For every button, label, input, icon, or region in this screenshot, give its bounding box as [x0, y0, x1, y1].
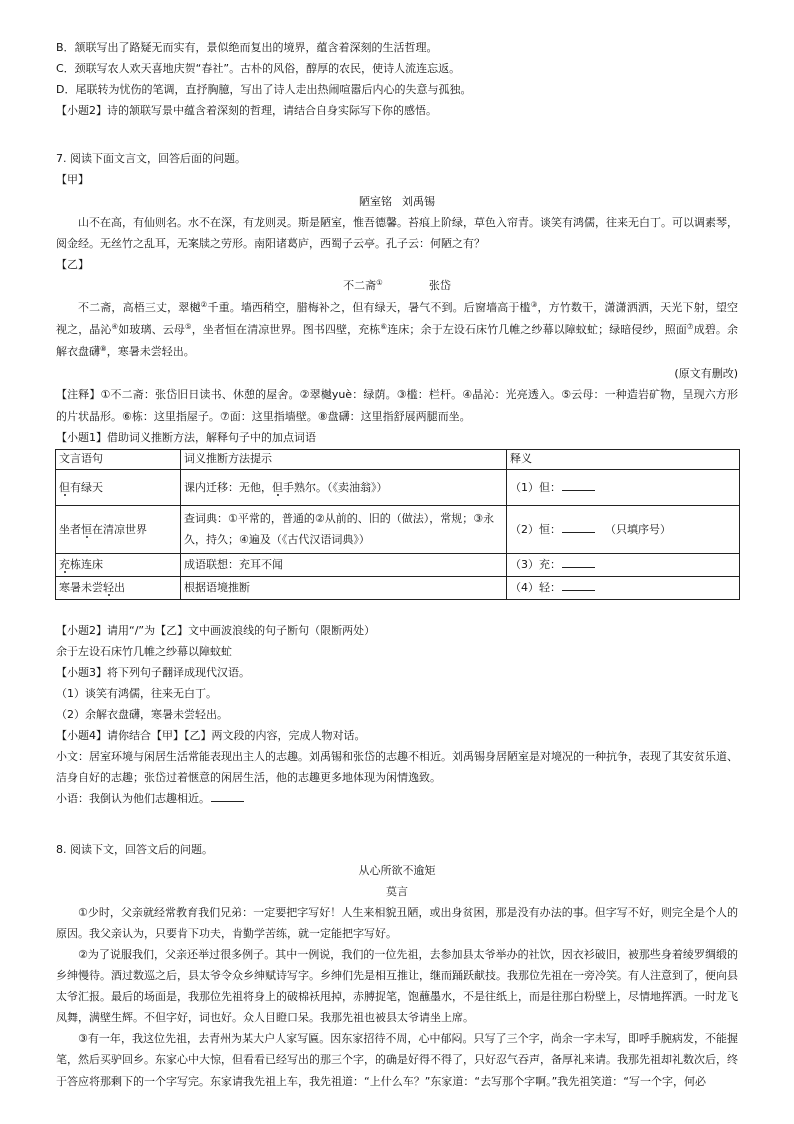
subquestion-2-sentence: 余于左设石床竹几帷之纱幕以障蚊虻 [56, 644, 232, 658]
passage-body-yi [56, 297, 738, 363]
document-page [56, 0, 738, 1092]
author-name: 刘禹锡 [402, 194, 435, 208]
text-segment: 手熟尔。（《卖油翁》） [283, 480, 388, 494]
text-segment: 课内迁移：无他， [184, 480, 272, 494]
answer-blank [211, 792, 244, 803]
article-author: 莫言 [386, 884, 408, 898]
passage-body-jia: 山不在高，有仙则名。水不在深，有龙则灵。斯是陋室，惟吾德馨。苔痕上阶绿，草色入帘青。谈笑有鸿儒，往来无白丁。可以调素琴，阅金经。无丝竹之乱耳，无案牍之劳形。南阳诸葛庐，西蜀子云亭。孔子云：何陋之有？ [56, 215, 738, 250]
dialogue-xiaoyu [56, 788, 738, 809]
emphasized-word: 但 [272, 480, 283, 494]
word-meaning-table [55, 449, 740, 600]
table-header-row [56, 449, 740, 469]
answer-blank [562, 557, 595, 568]
article-paragraph: ②为了说服我们，父亲还举过很多例子。其中一例说，我们的一位先祖，去参加县太爷举办的社饮，因衣衫破旧，被那些身着绫罗绸缎的乡绅慢待。酒过数巡之后，县太爷令众乡绅赋诗写字。乡绅们先是相互推让，继而踊跃献技。我那位先祖在一旁冷笑。有人注意到了，便向县太爷汇报。最后的场面是，我那位先祖将身上的破棉袄甩掉，赤膊捉笔，饱蘸墨水，不是往纸上，而是往那白粉壁上，尽情地挥洒。一时龙飞凤舞，满壁生辉。不但字好，词也好。众人目瞪口呆。我那先祖也被县太爷请坐上席。 [56, 948, 738, 1025]
text-segment: ，坐者恒在清凉世界。图书四壁，充栋 [191, 323, 381, 337]
footnote-marker: ⑦ [686, 322, 694, 332]
question-6-tail [56, 37, 738, 121]
footnote-marker: ⑤ [184, 322, 192, 332]
emphasized-word: 恒 [81, 522, 92, 536]
answer-label: （2）恒： [510, 522, 561, 536]
answer-blank [562, 480, 595, 491]
sentence-cell [56, 469, 181, 505]
text-segment: 连床；余于左设石床竹几帷之纱幕以障蚊虻；绿暗侵纱，照面 [387, 323, 687, 337]
emphasized-word: 轻 [103, 581, 114, 595]
title-text: 不二斋 [343, 278, 377, 292]
sentence-cell [56, 505, 181, 553]
table-header-cell: 文言语句 [56, 449, 181, 469]
text-segment: 如玻璃、云母 [118, 323, 185, 337]
text-segment: 坐者 [59, 522, 81, 536]
hint-cell: 根据语境推断 [181, 576, 507, 599]
text-segment: ，方竹数干，潇潇洒洒，天光下射，望空视之，晶沁 [56, 301, 739, 337]
dialogue-text: 小语：我倒认为他们志趣相近。 [56, 792, 210, 806]
translation-item: （2）余解衣盘礴，寒暑未尝轻出。 [56, 708, 228, 722]
answer-cell [507, 553, 740, 576]
question-8 [56, 839, 738, 1092]
footnote-marker: ⑥ [380, 322, 388, 332]
table-header-cell: 词义推断方法提示 [181, 449, 507, 469]
hint-cell [181, 469, 507, 505]
footnote-marker: ② [200, 300, 208, 310]
option-b: B．颔联写出了路疑无而实有，景似绝而复出的境界，蕴含着深刻的生活哲理。 [56, 41, 438, 54]
table-header-cell: 释义 [507, 449, 740, 469]
footnote-marker: ⑧ [100, 344, 107, 354]
subquestion-1-prompt: 【小题1】借助词义推断方法，解释句子中的加点词语 [56, 430, 316, 444]
dialogue-xiaowen: 小文：居室环境与闲居生活常能表现出主人的志趣。刘禹锡和张岱的志趣不相近。刘禹锡身居陋室是对境况的一种抗争，表现了其安贫乐道、洁身自好的志趣；张岱过着惬意的闲居生活，他的志趣更多地体现为闲情逸致。 [56, 750, 738, 785]
table-row [56, 576, 740, 599]
text-segment: 有绿天 [70, 480, 103, 494]
answer-blank [562, 522, 595, 533]
text-segment: 成碧。余解衣盘礴 [56, 323, 739, 359]
article-paragraph: ③有一年，我这位先祖，去青州为某大户人家写匾。因东家招待不周，心中郁闷。只写了三个字，尚余一字未写，即呼手腕病发，不能握笔，然后买驴回乡。东家心中大惊，但看看已经写出的那三个字，的确是好得不得了，只好忍气吞声，备厚礼来请。我那先祖却礼数次后，终于答应将那剩下的一个字写完。东家请我先祖上车，我先祖道：“上什么车？”东家道：“去写那个字啊。”我先祖笑道：“写一个字，何必 [56, 1032, 738, 1088]
answer-cell [507, 576, 740, 599]
annotation: 【注释】①不二斋：张岱旧日读书、休憩的屋舍。②翠樾yuè：绿荫。③槛：栏杆。④晶沁：光亮透入。⑤云母：一种造岩矿物，呈现六方形的片状晶形。⑥栋：这里指屋子。⑦面：这里指墙壁。⑧盘礴：这里指舒展两腿而坐。 [56, 388, 738, 423]
passage-label-jia: 【甲】 [56, 173, 89, 187]
option-c: C．颈联写农人欢天喜地庆贺“春社”。古朴的风俗，醇厚的农民，使诗人流连忘返。 [56, 62, 461, 76]
article-paragraph: ①少时，父亲就经常教育我们兄弟：一定要把字写好！人生来相貌丑陋，或出身贫困，那是没有办法的事。但字写不好，则完全是个人的原因。我父亲认为，只要肯下功夫，肯勤学苦练，就一定能把字写好。 [56, 905, 738, 940]
answer-blank [562, 580, 595, 591]
footnote-marker: ① [376, 278, 383, 288]
translation-item: （1）谈笑有鸿儒，往来无白丁。 [56, 686, 217, 700]
passage-title-jia [56, 191, 738, 212]
question-heading: 8. 阅读下文，回答文后的问题。 [56, 842, 213, 856]
author-name: 张岱 [428, 278, 451, 292]
subquestion-2: 【小题2】诗的颔联写景中蕴含着深刻的哲理，请结合自身实际写下你的感悟。 [56, 104, 437, 118]
table-row [56, 505, 740, 553]
answer-label: （1）但： [510, 480, 561, 494]
footnote-marker: ④ [111, 322, 119, 332]
answer-label: （3）充： [510, 558, 561, 572]
footnote-marker: ③ [530, 300, 538, 310]
question-7 [56, 148, 738, 809]
title-text: 陋室铭 [359, 194, 392, 208]
option-d: D．尾联转为忧伤的笔调，直抒胸臆，写出了诗人走出热闹喧嚣后内心的失意与孤独。 [56, 83, 472, 97]
subquestion-2-prompt: 【小题2】请用“/”为【乙】文中画波浪线的句子断句（限断两处） [56, 623, 376, 637]
answer-label: （4）轻： [510, 581, 561, 595]
table-row [56, 469, 740, 505]
text-segment: 千重。墙西稍空，腊梅补之，但有绿天，暑气不到。后窗墙高于槛 [207, 301, 531, 315]
emphasized-word: 充 [59, 558, 70, 572]
sentence-cell [56, 576, 181, 599]
emphasized-word: 但 [59, 480, 70, 494]
text-segment: 出 [114, 581, 125, 595]
subquestion-4-prompt: 【小题4】请你结合【甲】【乙】两文段的内容，完成人物对话。 [56, 729, 366, 743]
text-segment: ，寒暑未尝轻出。 [106, 345, 195, 359]
text-segment: 栋连床 [70, 558, 103, 572]
subquestion-3-prompt: 【小题3】将下列句子翻译成现代汉语。 [56, 665, 250, 679]
sentence-cell [56, 553, 181, 576]
source-note: (原文有删改) [674, 367, 738, 381]
table-row [56, 553, 740, 576]
article-title: 从心所欲不逾矩 [358, 863, 436, 877]
question-heading: 7. 阅读下面文言文，回答后面的问题。 [56, 152, 246, 166]
answer-cell [507, 505, 740, 553]
text-segment: 在清凉世界 [92, 522, 147, 536]
answer-cell [507, 469, 740, 505]
hint-cell: 查词典：①平常的，普通的②从前的、旧的（做法），常规；③永久，持久；④遍及（《古代汉语词典》） [181, 505, 507, 553]
passage-label-yi: 【乙】 [56, 257, 89, 271]
answer-note: （只填序号） [605, 522, 671, 536]
hint-cell: 成语联想：充耳不闻 [181, 553, 507, 576]
text-segment: 寒暑未尝 [59, 581, 103, 595]
text-segment: 不二斋，高梧三丈，翠樾 [78, 301, 201, 315]
passage-title-yi [56, 275, 738, 297]
